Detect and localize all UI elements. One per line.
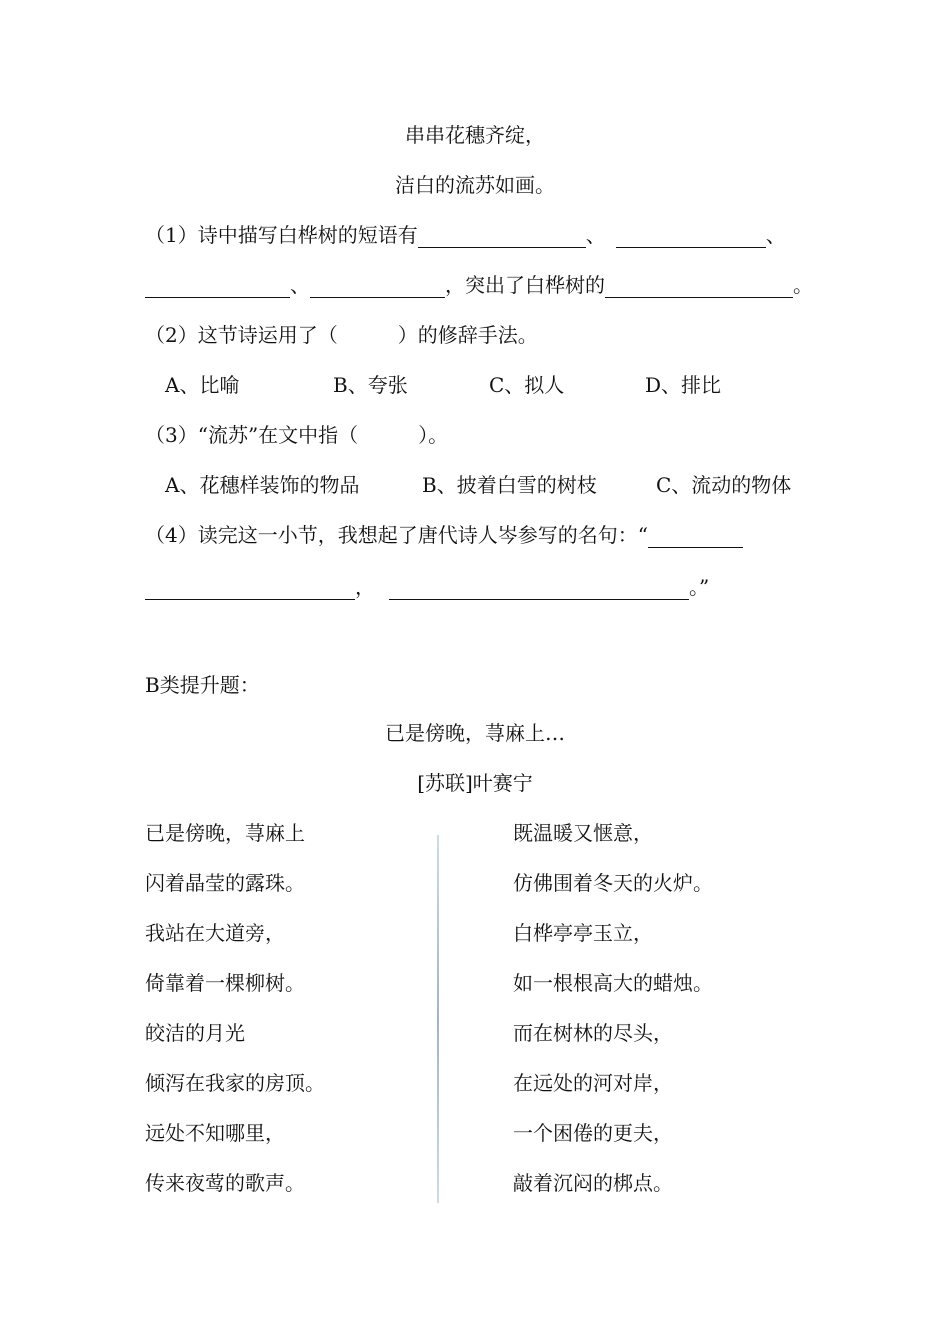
poem-title: 已是傍晚，荨麻上… [385,721,565,745]
poem-left-line-1: 已是傍晚，荨麻上 [145,821,305,845]
separator: 、 [585,223,606,247]
question-2-option-b: B、夸张 [333,373,408,397]
question-2-option-a: A、比喻 [165,373,240,397]
question-1-text-2: ，突出了白桦树的 [445,273,605,297]
section-b-heading: B类提升题： [145,673,260,697]
closing-quote: 。” [689,575,710,599]
comma: ， [355,575,375,599]
question-1-text: （1）诗中描写白桦树的短语有 [145,223,418,247]
answer-blank[interactable] [616,225,766,248]
answer-blank[interactable] [648,525,743,548]
question-4-line-1 [145,522,743,548]
answer-blank[interactable] [418,225,586,248]
poem-line-2: 洁白的流苏如画。 [395,173,555,197]
poem-left-line-3: 我站在大道旁， [145,921,285,945]
column-divider [437,835,439,1203]
poem-left-line-7: 远处不知哪里， [145,1121,285,1145]
question-1-line-2 [145,272,813,298]
poem-right-line-4: 如一根根高大的蜡烛。 [513,971,713,995]
poem-left-line-6: 倾泻在我家的房顶。 [145,1071,325,1095]
period: 。 [793,273,813,297]
poem-author: [苏联]叶赛宁 [417,771,533,795]
poem-right-line-2: 仿佛围着冬天的火炉。 [513,871,713,895]
answer-blank[interactable] [389,577,689,600]
question-2-stem: （2）这节诗运用了（ ）的修辞手法。 [145,323,538,347]
poem-left-line-5: 皎洁的月光 [145,1021,245,1045]
poem-right-line-1: 既温暖又惬意， [513,821,653,845]
poem-left-line-4: 倚靠着一棵柳树。 [145,971,305,995]
question-1-line-1 [145,222,786,248]
answer-blank[interactable] [605,275,793,298]
separator: 、 [765,223,786,247]
question-4-line-2 [145,574,709,600]
poem-right-line-8: 敲着沉闷的梆点。 [513,1171,673,1195]
poem-left-line-8: 传来夜莺的歌声。 [145,1171,305,1195]
poem-right-line-3: 白桦亭亭玉立， [513,921,653,945]
question-3-stem: （3）“流苏”在文中指（ ）。 [145,423,449,447]
question-2-option-c: C、拟人 [489,373,565,397]
question-3-option-b: B、披着白雪的树枝 [422,473,597,497]
poem-right-line-6: 在远处的河对岸， [513,1071,673,1095]
separator: 、 [290,273,310,297]
question-4-stem: （4）读完这一小节，我想起了唐代诗人岑参写的名句：“ [145,523,648,547]
poem-left-line-2: 闪着晶莹的露珠。 [145,871,305,895]
question-3-option-a: A、花穗样装饰的物品 [165,473,360,497]
poem-right-line-7: 一个困倦的更夫， [513,1121,673,1145]
poem-right-line-5: 而在树林的尽头， [513,1021,673,1045]
question-3-option-c: C、流动的物体 [656,473,792,497]
answer-blank[interactable] [310,275,445,298]
poem-line-1: 串串花穗齐绽， [405,123,545,147]
answer-blank[interactable] [145,275,290,298]
question-2-option-d: D、排比 [645,373,722,397]
answer-blank[interactable] [145,577,355,600]
